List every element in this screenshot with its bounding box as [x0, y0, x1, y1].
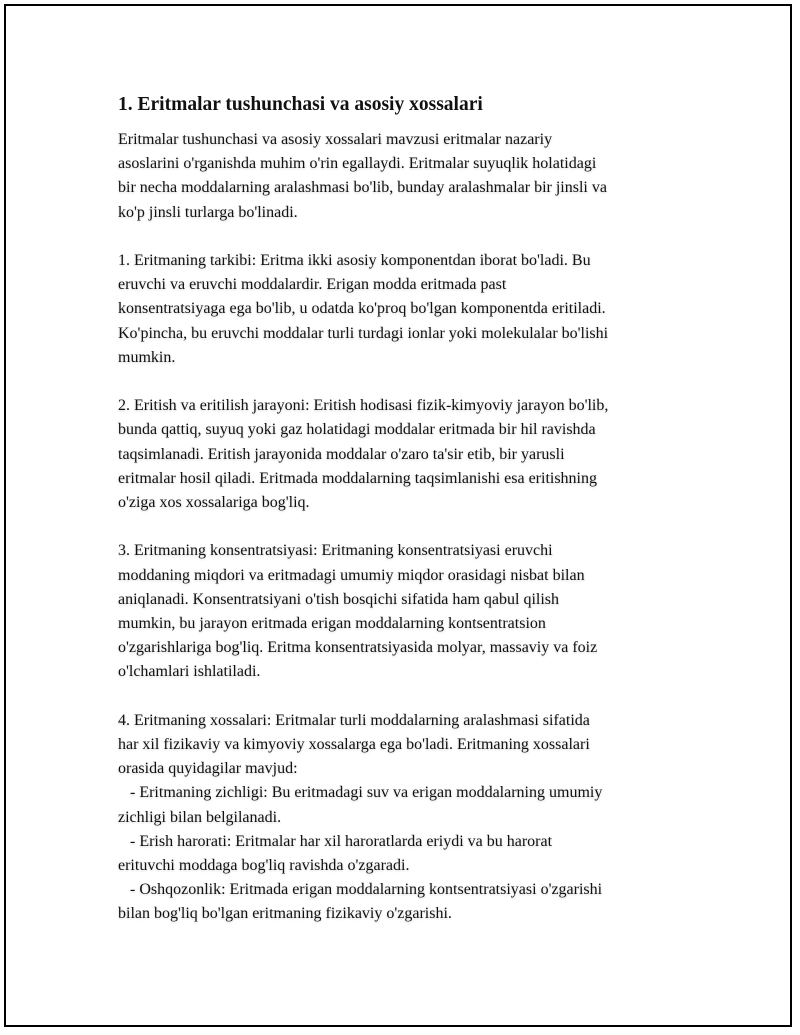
- paragraph-dissolution: [118, 394, 698, 515]
- text-line: mumkin, bu jarayon eritmada erigan moddalarning kontsentratsion: [118, 615, 546, 633]
- text-line: orasida quyidagilar mavjud:: [118, 760, 298, 778]
- text-line: ko'p jinsli turlarga bo'linadi.: [118, 203, 298, 221]
- paragraph-properties: [118, 709, 698, 927]
- list-item-density: - Eritmaning zichligi: Bu eritmadagi suv va erigan moddalarning umumiy: [118, 784, 603, 802]
- paragraph-concentration: [118, 539, 698, 684]
- list-item-melting: - Erish harorati: Eritmalar har xil haroratlarda eriydi va bu harorat: [118, 832, 553, 850]
- paragraph-intro: [118, 128, 698, 225]
- text-line: taqsimlanadi. Eritish jarayonida moddalar o'zaro ta'sir etib, bir yarusli: [118, 445, 565, 463]
- text-line: o'lchamlari ishlatiladi.: [118, 663, 261, 681]
- text-line: asoslarini o'rganishda muhim o'rin egallaydi. Eritmalar suyuqlik holatidagi: [118, 155, 597, 173]
- text-line: o'zgarishlariga bog'liq. Eritma konsentratsiyasida molyar, massaviy va foiz: [118, 639, 598, 657]
- text-line: zichligi bilan belgilanadi.: [118, 808, 282, 826]
- paragraph-composition: [118, 249, 698, 370]
- text-line: moddaning miqdori va eritmadagi umumiy miqdor orasidagi nisbat bilan: [118, 566, 585, 584]
- text-line: 2. Eritish va eritilish jarayoni: Eritish hodisasi fizik-kimyoviy jarayon bo'lib,: [118, 397, 609, 415]
- list-item-oshqozonlik: - Oshqozonlik: Eritmada erigan moddalarning kontsentratsiyasi o'zgarishi: [118, 881, 603, 899]
- document-body: [118, 92, 698, 951]
- text-line: eruvchi va eruvchi moddalardir. Erigan modda eritmada past: [118, 276, 507, 294]
- text-line: bunda qattiq, suyuq yoki gaz holatidagi moddalar eritmada bir hil ravishda: [118, 421, 596, 439]
- text-line: Ko'pincha, bu eruvchi moddalar turli turdagi ionlar yoki molekulalar bo'lishi: [118, 324, 609, 342]
- text-line: o'ziga xos xossalariga bog'liq.: [118, 494, 310, 512]
- document-title: 1. Eritmalar tushunchasi va asosiy xossalari: [118, 94, 483, 115]
- text-line: eritmalar hosil qiladi. Eritmada moddalarning taqsimlanishi esa eritishning: [118, 469, 597, 487]
- text-line: har xil fizikaviy va kimyoviy xossalarga ega bo'ladi. Eritmaning xossalari: [118, 736, 590, 754]
- text-line: 4. Eritmaning xossalari: Eritmalar turli moddalarning aralashmasi sifatida: [118, 711, 590, 729]
- text-line: bir necha moddalarning aralashmasi bo'lib, bunday aralashmalar bir jinsli va: [118, 179, 607, 197]
- text-line: erituvchi moddaga bog'liq ravishda o'zgaradi.: [118, 857, 410, 875]
- text-line: bilan bog'liq bo'lgan eritmaning fizikaviy o'zgarishi.: [118, 905, 452, 923]
- text-line: aniqlanadi. Konsentratsiyani o'tish bosqichi sifatida ham qabul qilish: [118, 590, 560, 608]
- text-line: konsentratsiyaga ega bo'lib, u odatda ko'proq bo'lgan komponentda eritiladi.: [118, 300, 606, 318]
- text-line: mumkin.: [118, 348, 176, 366]
- text-line: Eritmalar tushunchasi va asosiy xossalari mavzusi eritmalar nazariy: [118, 131, 553, 148]
- text-line: 1. Eritmaning tarkibi: Eritma ikki asosiy komponentdan iborat bo'ladi. Bu: [118, 252, 591, 269]
- text-line: 3. Eritmaning konsentratsiyasi: Eritmaning konsentratsiyasi eruvchi: [118, 542, 553, 560]
